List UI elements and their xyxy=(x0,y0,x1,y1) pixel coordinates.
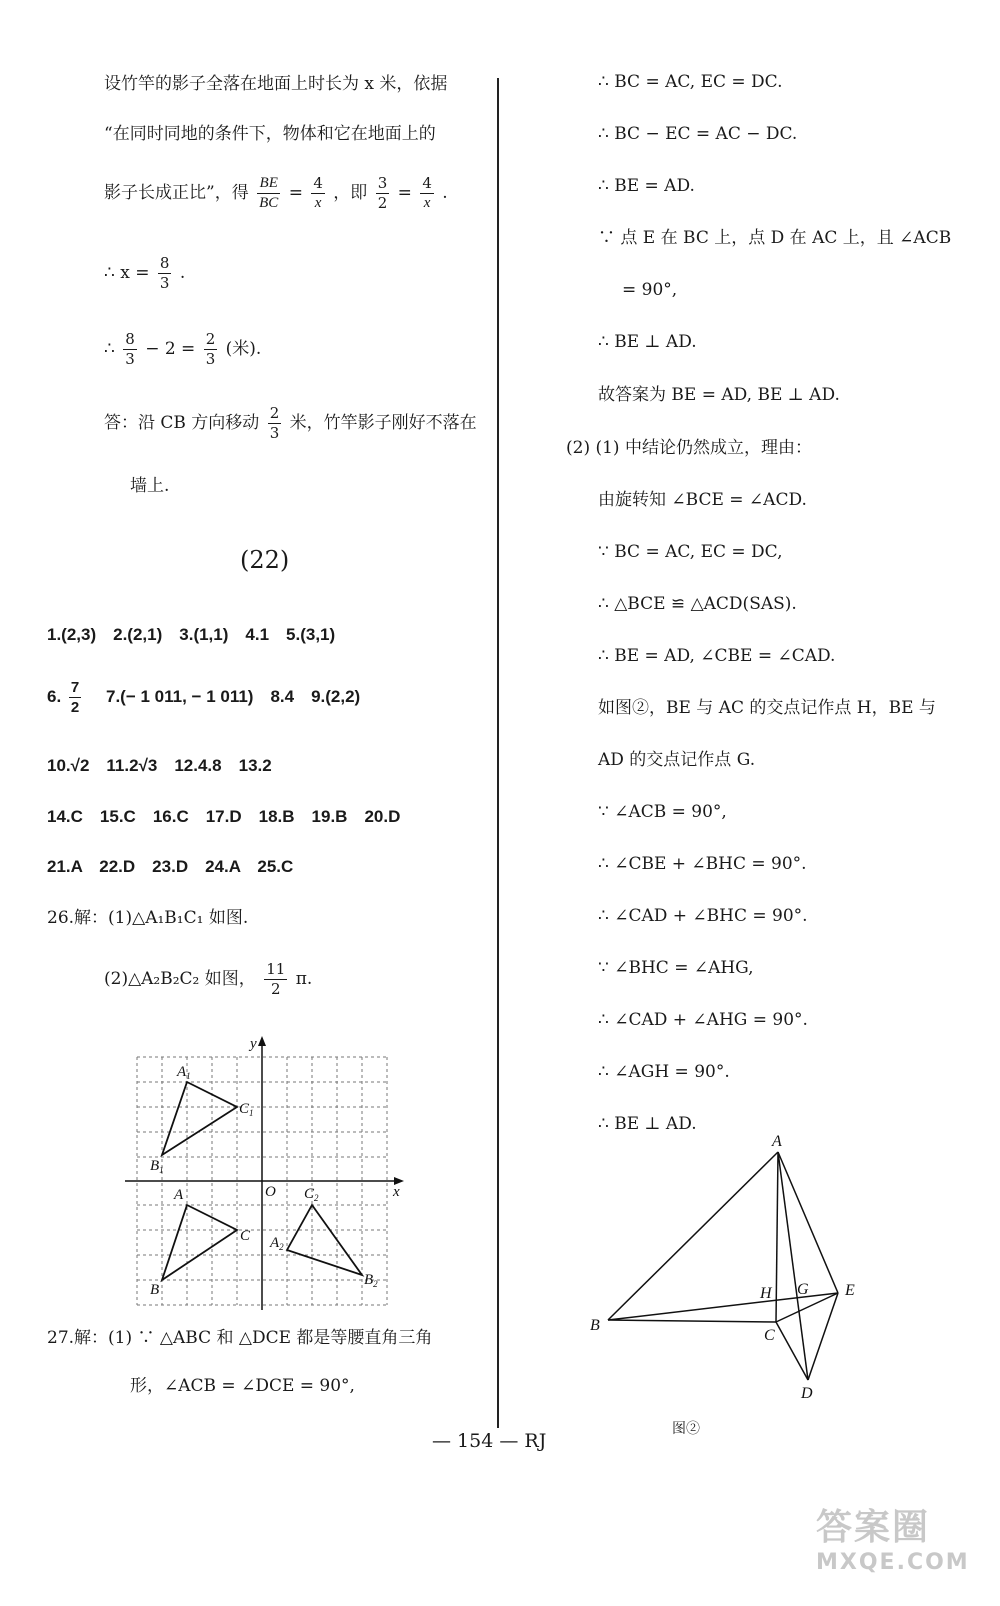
right-line-14: AD 的交点记作点 G. xyxy=(598,750,756,770)
text: = xyxy=(397,183,412,203)
fig2-label-d: D xyxy=(801,1385,813,1402)
left-line-3 xyxy=(104,176,448,211)
text: 6. xyxy=(47,686,62,706)
figure-2-triangles xyxy=(580,1125,880,1445)
fraction: $\frac{8}{3}$ xyxy=(159,254,170,292)
answers-row-1: 1.(2,3) 2.(2,1) 3.(1,1) 4.1 5.(3,1) xyxy=(47,625,336,644)
right-line-17: ∴ ∠CAD + ∠BHC = 90°. xyxy=(598,906,808,926)
coordinate-grid-figure xyxy=(120,1030,410,1310)
label-c1: $C_1$ xyxy=(239,1101,254,1118)
right-line-13: 如图②，BE 与 AC 的交点记作点 H，BE 与 xyxy=(598,698,936,718)
fig2-label-h: H xyxy=(760,1285,772,1302)
fraction: $\frac{4}{x}$ xyxy=(422,174,432,211)
right-line-10: ∵ BC = AC, EC = DC, xyxy=(598,542,783,562)
q27-line-1: 27.解：(1) ∵ △ABC 和 △DCE 都是等腰直角三角 xyxy=(47,1328,433,1348)
left-line-1: 设竹竿的影子全落在地面上时长为 x 米，依据 xyxy=(104,74,448,94)
text: − 2 = xyxy=(145,339,196,359)
text: ∴ x = xyxy=(104,263,150,283)
left-line-4 xyxy=(104,256,185,291)
label-c: C xyxy=(240,1228,251,1244)
right-line-1: ∴ BC = AC, EC = DC. xyxy=(598,72,783,92)
label-b2: $B_2$ xyxy=(364,1272,378,1289)
right-line-21: ∴ BE ⊥ AD. xyxy=(598,1114,697,1134)
right-line-6: ∴ BE ⊥ AD. xyxy=(598,332,697,352)
column-divider xyxy=(497,78,499,1428)
right-line-15: ∵ ∠ACB = 90°, xyxy=(598,802,727,822)
q27-line-2: 形，∠ACB = ∠DCE = 90°, xyxy=(130,1376,355,1396)
fraction: $\frac{7}{2}$ xyxy=(70,679,80,716)
label-c2: $C_2$ xyxy=(304,1186,319,1203)
label-a: A xyxy=(174,1187,184,1203)
right-line-20: ∴ ∠AGH = 90°. xyxy=(598,1062,730,1082)
left-line-6 xyxy=(104,406,477,441)
right-line-16: ∴ ∠CBE + ∠BHC = 90°. xyxy=(598,854,807,874)
triangle-a1b1c1 xyxy=(162,1082,237,1155)
triangle-a2b2c2 xyxy=(287,1205,362,1275)
fraction: $\frac{3}{2}$ xyxy=(377,174,388,212)
right-line-4: ∵ 点 E 在 BC 上，点 D 在 AC 上，且 ∠ACB xyxy=(598,228,952,248)
right-line-11: ∴ △BCE ≌ △ACD(SAS). xyxy=(598,594,797,614)
answers-row-4: 14.C 15.C 16.C 17.D 18.B 19.B 20.D xyxy=(47,807,401,826)
section-heading: (22) xyxy=(240,546,290,574)
fraction: $\frac{8}{3}$ xyxy=(125,330,135,368)
text: . xyxy=(179,263,186,283)
y-axis-label: y xyxy=(250,1036,257,1052)
figure-2-lines xyxy=(608,1152,838,1380)
right-line-5: = 90°, xyxy=(622,280,678,300)
text: 米，竹竿影子刚好不落在 xyxy=(289,413,477,433)
fraction: $\frac{2}{3}$ xyxy=(205,330,216,368)
fraction: $\frac{BE}{BC}$ xyxy=(259,175,279,211)
label-b: B xyxy=(150,1282,160,1298)
right-line-3: ∴ BE = AD. xyxy=(598,176,695,196)
fig2-label-b: B xyxy=(590,1317,600,1334)
right-line-9: 由旋转知 ∠BCE = ∠ACD. xyxy=(598,490,807,510)
text: ，即 xyxy=(333,183,368,203)
answers-row-2 xyxy=(47,680,360,715)
page-number: — 154 — RJ xyxy=(432,1430,547,1452)
right-line-7: 故答案为 BE = AD, BE ⊥ AD. xyxy=(598,385,840,405)
left-line-2: “在同时同地的条件下，物体和它在地面上的 xyxy=(104,124,436,144)
figure-2-caption: 图② xyxy=(672,1421,700,1437)
fig2-label-e: E xyxy=(845,1282,855,1299)
origin-label: O xyxy=(265,1184,276,1200)
triangle-abc xyxy=(162,1205,237,1280)
text: = xyxy=(288,183,303,203)
fig2-label-a: A xyxy=(772,1133,782,1150)
watermark-title: 答案圈 xyxy=(816,1507,931,1548)
label-a2: $A_2$ xyxy=(270,1235,284,1252)
text: 7.(− 1 011, − 1 011) 8.4 9.(2,2) xyxy=(89,686,361,706)
fig2-label-c: C xyxy=(764,1327,775,1344)
answers-row-5: 21.A 22.D 23.D 24.A 25.C xyxy=(47,857,294,876)
text: 答：沿 CB 方向移动 xyxy=(104,413,260,433)
watermark-url: MXQE.COM xyxy=(816,1550,970,1575)
right-line-12: ∴ BE = AD, ∠CBE = ∠CAD. xyxy=(598,646,836,666)
fraction: $\frac{4}{x}$ xyxy=(313,174,323,211)
right-line-8: (2) (1) 中结论仍然成立，理由： xyxy=(566,438,812,458)
q26-part-2 xyxy=(104,962,312,997)
q26-part-1: 26.解：(1)△A₁B₁C₁ 如图. xyxy=(47,908,249,928)
text: (2)△A₂B₂C₂ 如图， xyxy=(104,969,256,989)
label-a1: $A_1$ xyxy=(177,1064,191,1081)
text: (米). xyxy=(225,339,262,359)
x-axis-label: x xyxy=(393,1184,400,1200)
answers-row-3: 10.√2 11.2√3 12.4.8 13.2 xyxy=(47,756,272,775)
site-watermark xyxy=(816,1507,986,1595)
right-line-2: ∴ BC − EC = AC − DC. xyxy=(598,124,798,144)
text: ∴ xyxy=(104,339,115,359)
text: 影子长成正比”，得 xyxy=(104,183,249,203)
text: . xyxy=(442,183,448,203)
right-line-19: ∴ ∠CAD + ∠AHG = 90°. xyxy=(598,1010,808,1030)
text: π. xyxy=(295,969,313,989)
left-line-5 xyxy=(104,332,261,367)
fraction: $\frac{11}{2}$ xyxy=(266,960,286,998)
fig2-label-g: G xyxy=(797,1281,809,1298)
right-line-18: ∵ ∠BHC = ∠AHG, xyxy=(598,958,754,978)
fraction: $\frac{2}{3}$ xyxy=(269,404,280,442)
left-line-7: 墙上. xyxy=(130,476,170,496)
label-b1: $B_1$ xyxy=(150,1158,164,1175)
